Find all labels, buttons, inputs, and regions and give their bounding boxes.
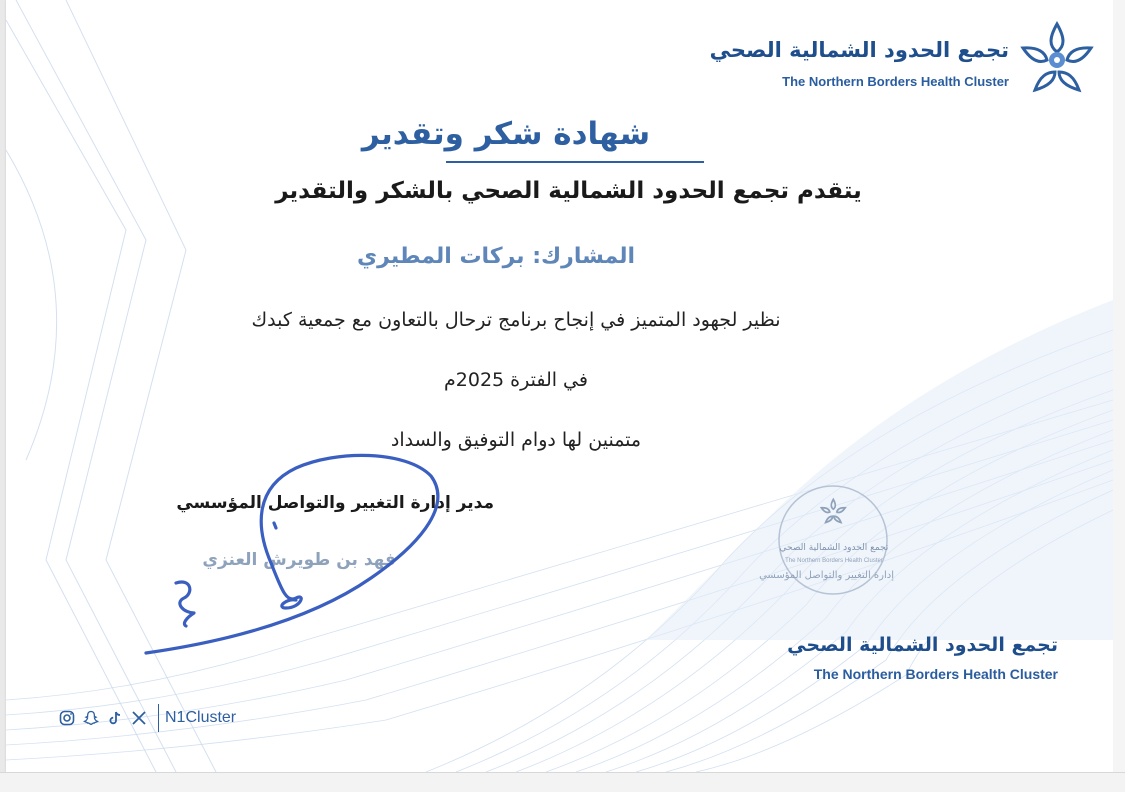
handwritten-signature — [136, 448, 476, 668]
certificate-title: شهادة شكر وتقدير — [361, 116, 651, 152]
stamp-org-en: The Northern Borders Health Cluster — [785, 558, 883, 564]
certificate-wishes: متمنين لها دوام التوفيق والسداد — [390, 429, 642, 451]
social-separator — [158, 704, 159, 732]
header-org-name-ar: تجمع الحدود الشمالية الصحي — [709, 38, 1009, 62]
signatory-name: فهد بن طويرش العنزي — [202, 550, 396, 570]
header-logo — [709, 18, 1095, 98]
certificate-intro: يتقدم تجمع الحدود الشمالية الصحي بالشكر والتقدير — [275, 178, 862, 204]
stamp-org-ar: تجمع الحدود الشمالية الصحي — [779, 543, 889, 553]
cluster-emblem-icon — [1019, 20, 1095, 96]
participant-name: المشارك: بركات المطيري — [356, 244, 636, 269]
certificate-period: في الفترة 2025م — [444, 369, 588, 391]
social-handle: N1Cluster — [165, 709, 237, 726]
footer-org-name-ar: تجمع الحدود الشمالية الصحي — [787, 634, 1058, 656]
header-org-name-en: The Northern Borders Health Cluster — [782, 74, 1009, 89]
title-underline — [446, 161, 704, 163]
tiktok-icon — [106, 709, 124, 727]
signatory-title: مدير إدارة التغيير والتواصل المؤسسي — [176, 493, 494, 513]
instagram-icon — [58, 709, 76, 727]
certificate-page — [6, 0, 1113, 772]
scan-bottom-edge — [0, 772, 1125, 792]
social-bar — [58, 705, 236, 731]
certificate-reason: نظير لجهود المتميز في إنجاح برنامج ترحال بالتعاون مع جمعية كبدك — [251, 309, 781, 331]
stamp-department-ar: إدارة التغيير والتواصل المؤسسي — [759, 570, 894, 581]
footer-org-name-en: The Northern Borders Health Cluster — [813, 666, 1058, 682]
snapchat-icon — [82, 709, 100, 727]
scan-right-edge — [1113, 0, 1125, 772]
x-icon — [130, 709, 148, 727]
